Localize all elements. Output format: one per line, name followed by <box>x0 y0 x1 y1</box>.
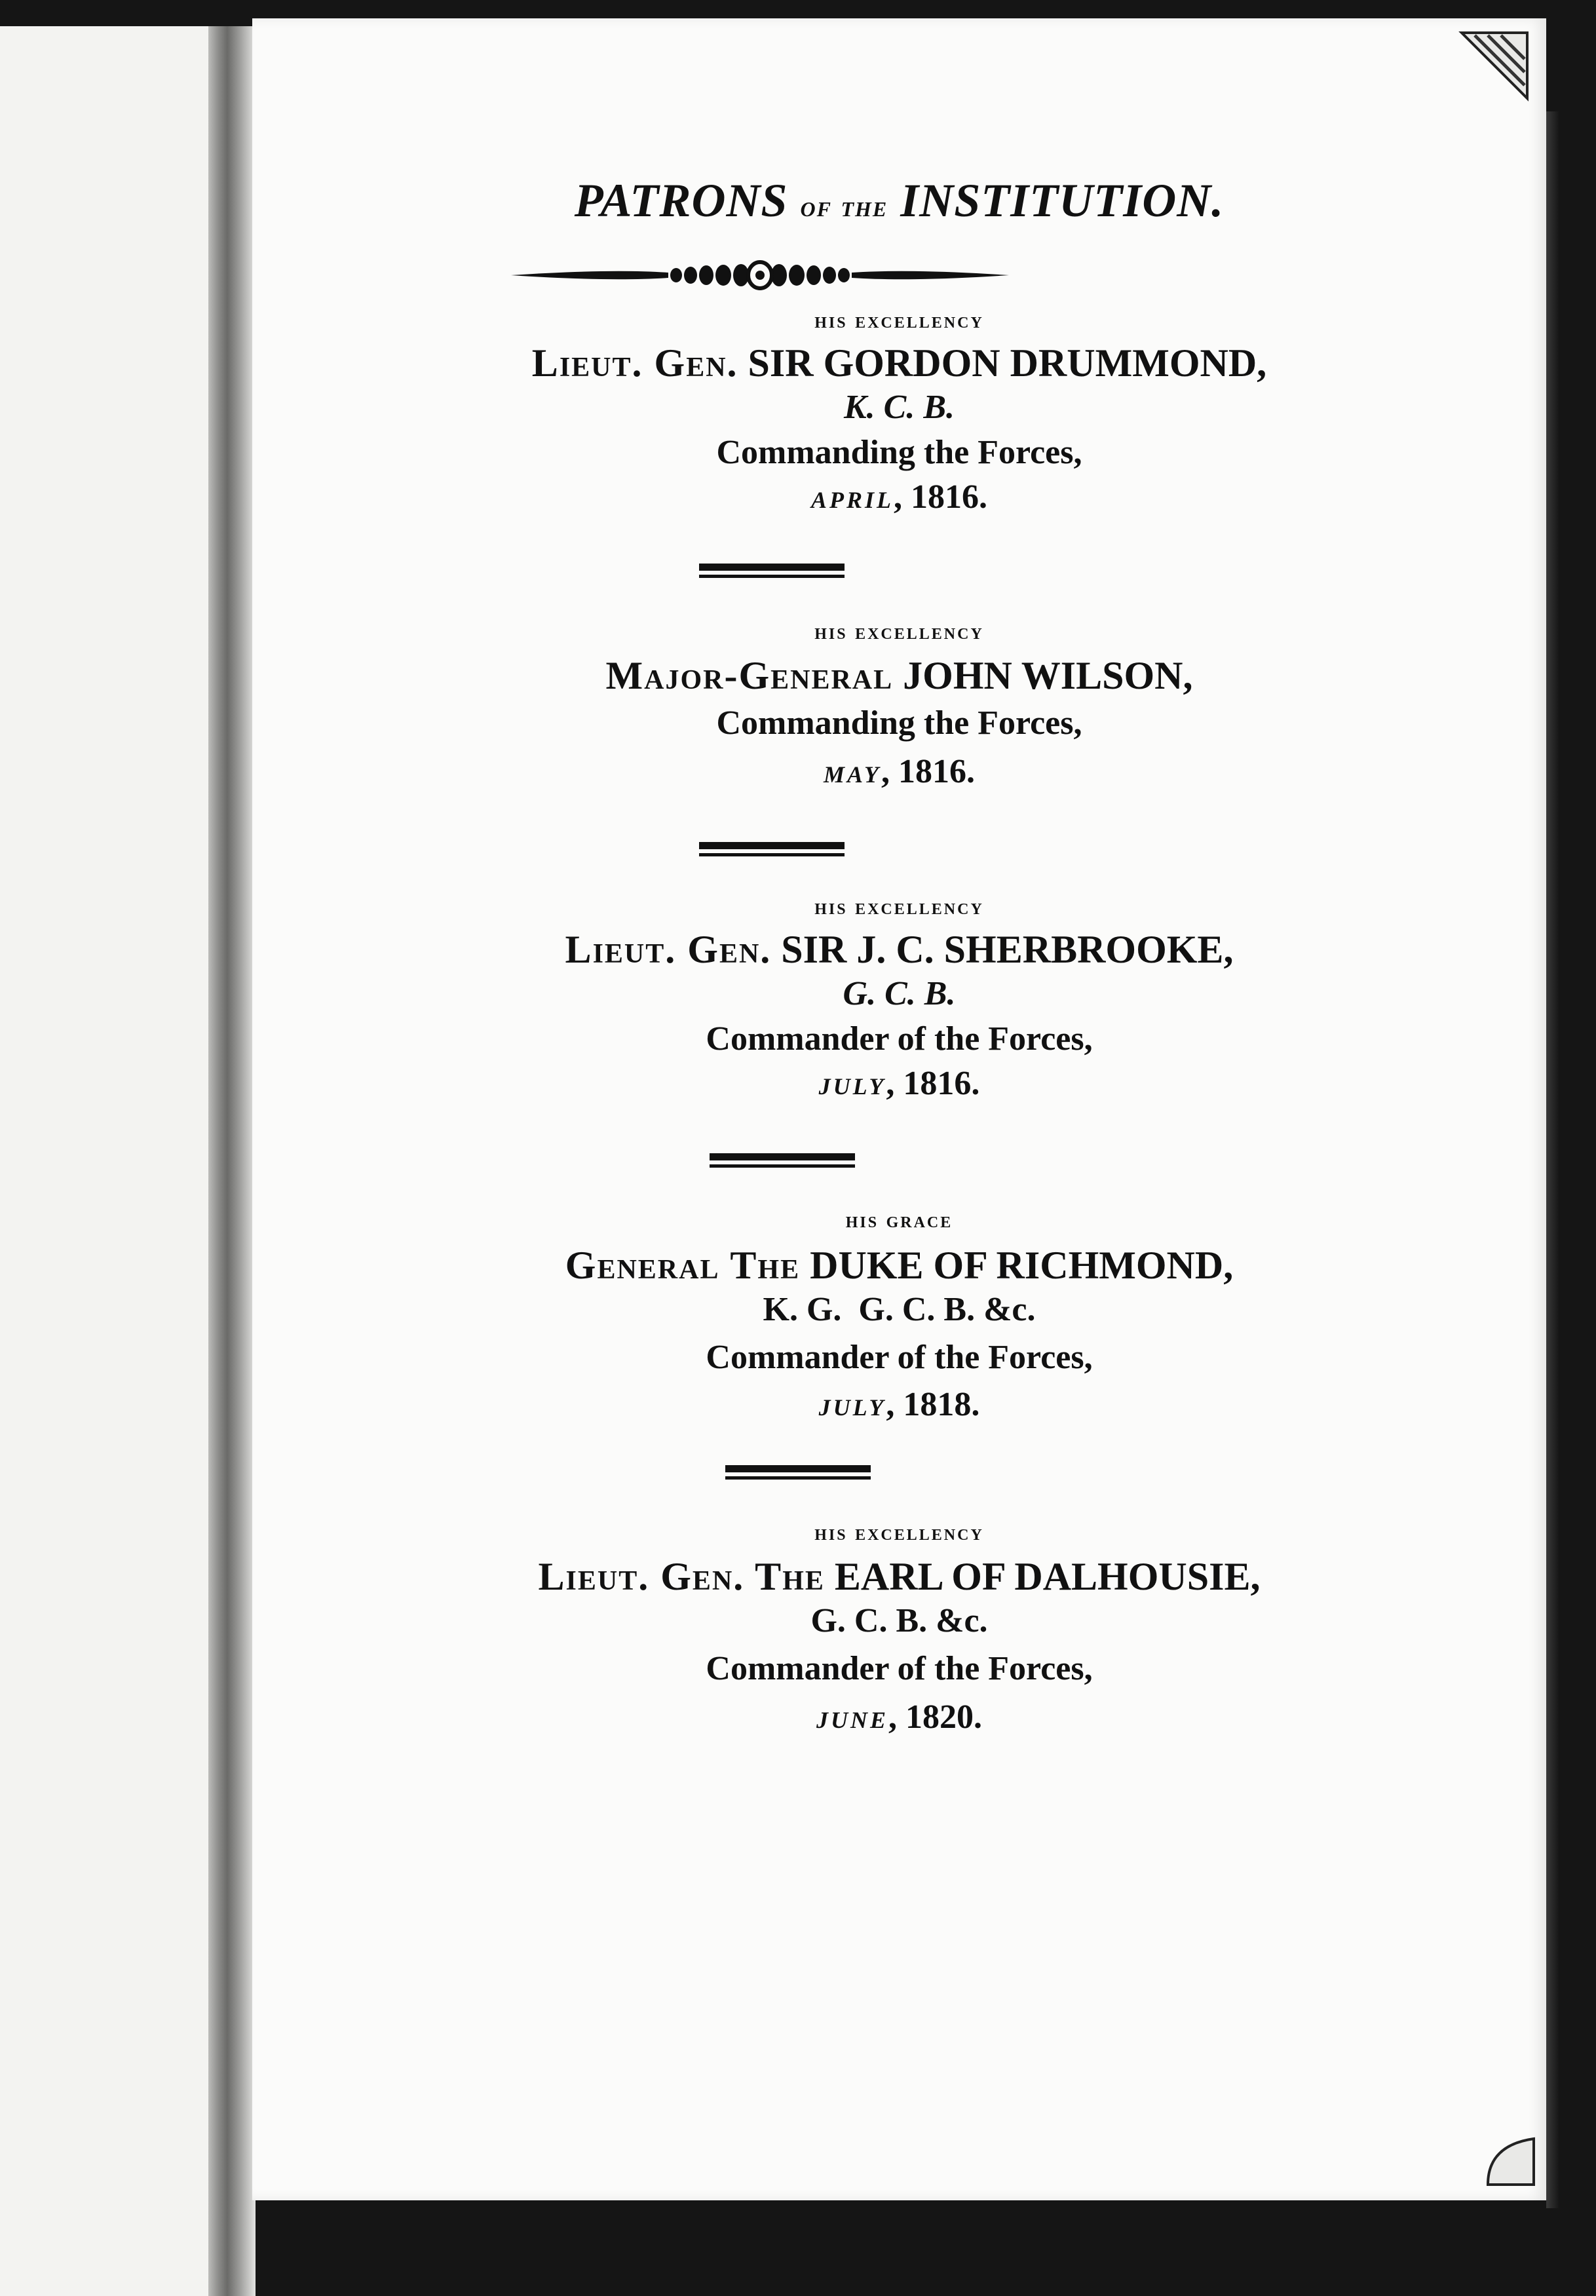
patron-month: APRIL <box>810 487 894 513</box>
patron-name-line <box>252 339 1546 387</box>
patron-name-line <box>252 1553 1546 1600</box>
patron-rank: Major-General <box>605 654 894 697</box>
patron-year: , 1816. <box>886 1065 980 1102</box>
patron-order: G. C. B. &c. <box>810 1602 988 1639</box>
patron-name: JOHN WILSON, <box>903 654 1193 697</box>
patron-entry <box>252 1208 1546 1430</box>
page-corner-curl <box>1455 26 1534 105</box>
patron-order: K. G. G. C. B. &c. <box>763 1291 1036 1328</box>
patron-month: JUNE <box>816 1707 888 1733</box>
patron-command: Commander of the Forces, <box>706 1020 1093 1058</box>
patron-year: , 1816. <box>881 753 976 790</box>
patron-month: JULY <box>818 1394 886 1421</box>
title-of-the: of the <box>800 189 888 223</box>
facing-page <box>0 26 213 2296</box>
patron-date <box>252 474 1546 523</box>
patron-honorific: his excellency <box>814 1521 984 1545</box>
double-rule <box>725 1465 871 1482</box>
patron-honorific: his excellency <box>814 309 984 333</box>
ornament-divider <box>511 257 1009 294</box>
patron-entry <box>252 1520 1546 1743</box>
patron-command: Commanding the Forces, <box>716 434 1082 471</box>
patron-order: G. C. B. <box>843 975 956 1012</box>
patron-date <box>252 1061 1546 1109</box>
patron-date <box>252 749 1546 797</box>
patron-command: Commanding the Forces, <box>716 704 1082 742</box>
page-corner-fold <box>1481 2132 1540 2191</box>
patron-entry <box>252 894 1546 1109</box>
patron-name-line <box>252 652 1546 699</box>
patron-rank: General The <box>565 1244 801 1287</box>
patron-command: Commander of the Forces, <box>706 1650 1093 1687</box>
patron-command: Commander of the Forces, <box>706 1339 1093 1376</box>
patron-honorific: his grace <box>845 1208 953 1233</box>
patron-name: DUKE OF RICHMOND, <box>810 1244 1234 1287</box>
patron-name: EARL OF DALHOUSIE, <box>834 1555 1261 1598</box>
double-rule <box>710 1153 855 1170</box>
patron-entry <box>252 308 1546 523</box>
title-institution: INSTITUTION. <box>900 174 1225 227</box>
patron-honorific: his excellency <box>814 895 984 919</box>
patron-year: , 1820. <box>888 1698 982 1736</box>
double-rule <box>699 564 845 581</box>
patron-rank: Lieut. Gen. The <box>538 1555 825 1598</box>
patron-year: , 1818. <box>886 1386 980 1423</box>
patron-month: JULY <box>818 1073 886 1100</box>
patron-name: SIR J. C. SHERBROOKE, <box>781 928 1234 971</box>
patron-name: SIR GORDON DRUMMOND, <box>748 341 1267 385</box>
patron-name-line <box>252 926 1546 973</box>
patron-entry <box>252 619 1546 797</box>
patron-month: MAY <box>823 761 882 788</box>
patron-date <box>252 1382 1546 1430</box>
patron-date <box>252 1694 1546 1743</box>
page-edge <box>1546 111 1559 2208</box>
patron-year: , 1816. <box>894 478 987 516</box>
page-title <box>252 174 1546 228</box>
book-gutter <box>208 26 256 2296</box>
patron-rank: Lieut. Gen. <box>565 928 772 971</box>
patron-honorific: his excellency <box>814 620 984 644</box>
title-patrons: PATRONS <box>574 174 788 227</box>
patron-name-line <box>252 1242 1546 1289</box>
patron-rank: Lieut. Gen. <box>531 341 738 385</box>
double-rule <box>699 842 845 859</box>
patron-order: K. C. B. <box>843 389 955 426</box>
